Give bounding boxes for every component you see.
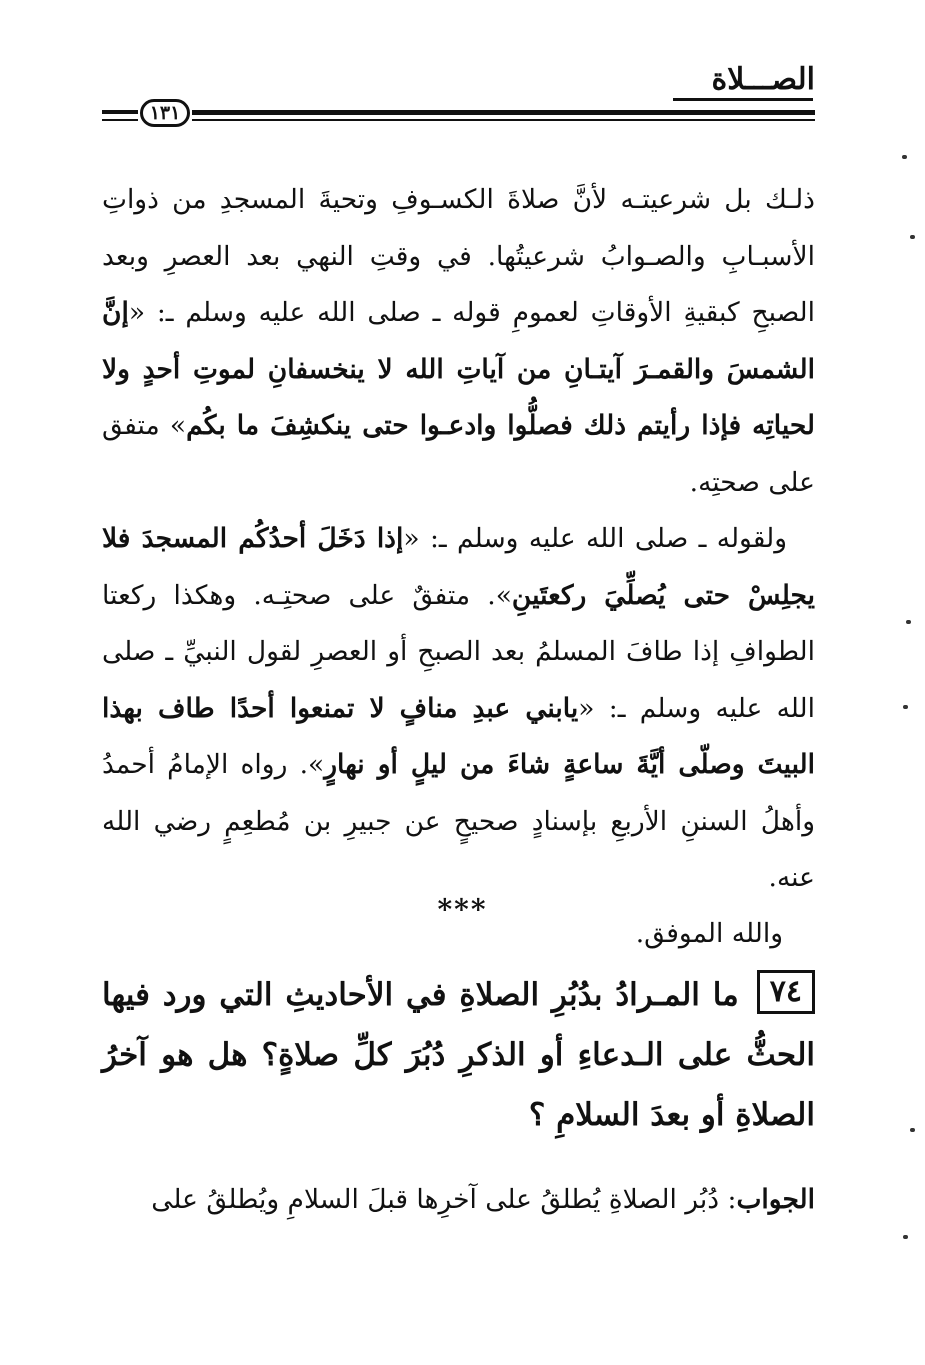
answer-text: : دُبُر الصلاةِ يُطلقُ على آخرِها قبلَ السلامِ ويُطلقُ على: [151, 1184, 737, 1215]
header-rule-left-thick: [102, 110, 138, 114]
margin-speck: [906, 620, 911, 624]
closing-line: والله الموفق.: [635, 917, 783, 949]
header-rule-thin: [192, 119, 815, 121]
body-text: [102, 172, 815, 961]
page-header: [100, 62, 815, 132]
paragraph-1: [102, 172, 815, 511]
paragraph-2: [102, 511, 815, 907]
title-underline: [673, 98, 813, 101]
answer-block: [102, 1172, 815, 1228]
hadith-quote-abd-manaf: يابني عبدِ منافٍ لا تمنعوا أحدًا طاف بهذا البيتَ وصلّى أيَّةَ ساعةٍ شاءَ من ليلٍ أو نهارٍ: [102, 692, 815, 780]
margin-speck: [910, 235, 915, 239]
question-text: ما المـرادُ بدُبُرِ الصلاةِ في الأحاديثِ التي ورد فيها الحثُّ على الـدعاءِ أو الذكرِ دُبُرَ كلِّ صلاةٍ؟ هل هو آخرُ الصلاةِ أو بعدَ السلامِ ؟: [102, 977, 815, 1133]
margin-speck: [903, 705, 908, 709]
running-title: الصـــلاة: [711, 62, 815, 97]
paragraph-2-text-c: ». رواه الإمامُ أحمدُ وأهلُ السننِ الأربعِ بإسنادٍ صحيحٍ عن جبيرِ بن مُطعِمٍ رضي الله عنه.: [102, 749, 815, 893]
margin-speck: [903, 1235, 908, 1239]
margin-speck: [910, 1128, 915, 1132]
header-rule-left-thin: [102, 119, 138, 121]
paragraph-2-text-b: ». متفقٌ على صحتِـه. وهكذا ركعتا الطوافِ إذا طافَ المسلمُ بعد الصبحِ أو العصرِ لقول النبيِّ ـ صلى الله عليه وسلم ـ: «: [102, 579, 815, 724]
question-number: ٧٤: [757, 970, 815, 1014]
paragraph-2-text-a: ولقوله ـ صلى الله عليه وسلم ـ: «: [403, 523, 787, 554]
page-number: ١٣١: [140, 99, 190, 127]
paragraph-1-text-a: ذلـك بل شرعيتـه لأنَّ صلاةَ الكسـوفِ وتحيةَ المسجدِ من ذواتِ الأسبـابِ والصـوابُ شرعيتُها. في وقتِ النهي بعد العصرِ وبعد الصبحِ كبقيةِ الأوقاتِ لعمومِ قوله ـ صلى الله عليه وسلم ـ: «: [102, 184, 815, 328]
answer-label: الجواب: [736, 1184, 815, 1215]
paragraph-1-text-b: » متفق على صحتِه.: [102, 410, 815, 498]
section-separator: ***: [437, 893, 488, 926]
hadith-quote-eclipse: إنَّ الشمسَ والقمـرَ آيتـانِ من آياتِ الله لا ينخسفانِ لموتِ أحدٍ ولا لحياتِه فإذا رأيتم ذلك فصلُّوا وادعـوا حتى ينكشِفَ ما بكُم: [102, 297, 815, 441]
hadith-quote-mosque: إذا دَخَلَ أحدُكُم المسجدَ فلا يجلِسْ حتى يُصلِّيَ ركعتَينِ: [102, 523, 815, 611]
question-block: [102, 965, 815, 1145]
margin-speck: [902, 155, 907, 159]
header-rule-thick: [192, 110, 815, 115]
